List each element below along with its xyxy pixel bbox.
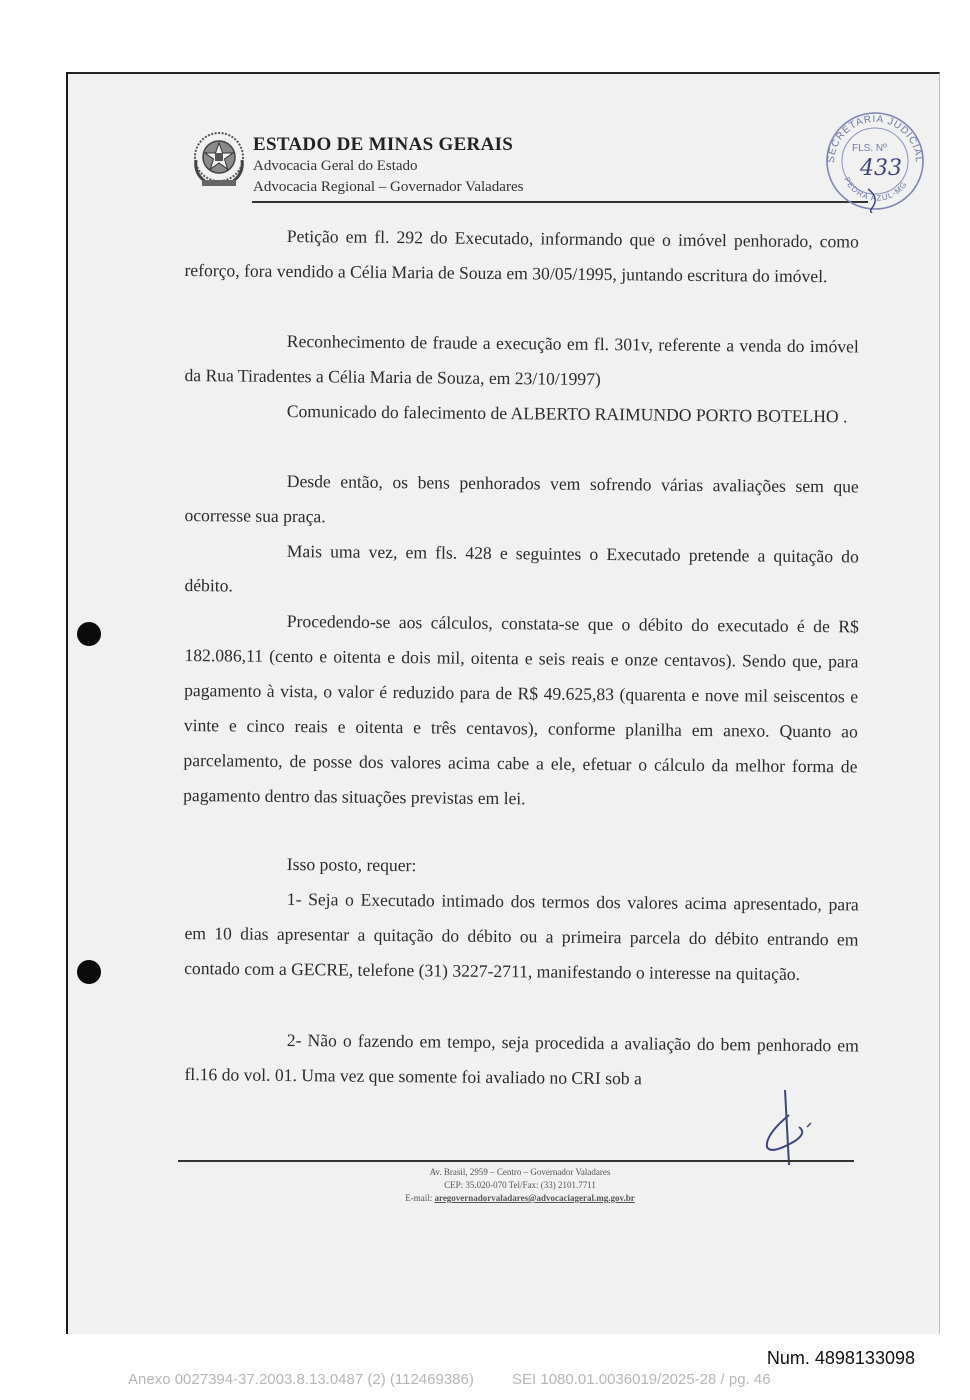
- punch-hole-bottom: [77, 960, 101, 984]
- paragraph-9: 2- Não o fazendo em tempo, seja procedida a avaliação do bem penhorado em fl.16 do vol. 01. Uma vez que somente foi avaliado no CRI sob a: [184, 1029, 859, 1089]
- paragraph-4: Desde então, os bens penhorados vem sofrendo várias avaliações sem que ocorresse sua praça.: [184, 470, 859, 527]
- header-regional: Advocacia Regional – Governador Valadares: [253, 179, 524, 195]
- header-agency: Advocacia Geral do Estado: [253, 158, 418, 174]
- document-number: Num. 4898133098: [766, 1348, 915, 1368]
- signature: [755, 1085, 825, 1170]
- annex-reference: Anexo 0027394-37.2003.8.13.0487 (2) (112469386): [128, 1371, 474, 1388]
- stamp-ring-text: SECRETARIA JUDICIAL: [825, 113, 925, 164]
- stamp-number: 433: [860, 156, 902, 181]
- paragraph-7: Isso posto, requer:: [286, 853, 417, 876]
- sei-reference: SEI 1080.01.0036019/2025-28 / pg. 46: [512, 1371, 771, 1388]
- punch-hole-top: [77, 622, 101, 646]
- paragraph-3: Comunicado do falecimento de ALBERTO RAIMUNDO PORTO BOTELHO .: [286, 400, 848, 427]
- paragraph-6: Procedendo-se aos cálculos, constata-se que o débito do executado é de R$ 182.086,11 (cento e oitenta e dois mil, oitenta e seis reais e onze centavos). Sendo que, para pagamento à vista, o valor é reduzido para de R$ 49.625,83 (quarenta e nove mil seiscentos e vinte e cinco reais e oitenta e três centavos), conforme planilha em anexo. Quanto ao parcelamento, de posse dos valores acima cabe a ele, efetuar o cálculo da melhor forma de pagamento dentro das situações previstas em lei.: [183, 610, 859, 809]
- paragraph-2: Reconhecimento de fraude a execução em fl. 301v, referente a venda do imóvel da Rua Tiradentes a Célia Maria de Souza, em 23/10/1997): [184, 330, 859, 389]
- footer-cep: CEP: 35.020-070 Tel/Fax: (33) 2101.7711: [444, 1180, 596, 1190]
- stamp-place: PEDRA AZUL-MG: [842, 175, 910, 203]
- court-stamp: [820, 103, 930, 213]
- header-title: ESTADO DE MINAS GERAIS: [253, 134, 514, 155]
- coat-of-arms-icon: [188, 128, 250, 190]
- paragraph-5: Mais uma vez, em fls. 428 e seguintes o Executado pretende a quitação do débito.: [184, 540, 859, 596]
- paragraph-8: 1- Seja o Executado intimado dos termos dos valores acima apresentado, para em 10 dias apresentar a quitação do débito ou a primeira parcela do débito entrando em contado com a GECRE, telefone (31) 3227-2711, manifestando o interesse na quitação.: [184, 888, 859, 984]
- header-rule: [252, 201, 868, 203]
- footer-address: Av. Brasil, 2959 – Centro – Governador Valadares: [429, 1167, 611, 1177]
- footer-email-label: E-mail:: [405, 1193, 435, 1203]
- footer-rule: [178, 1160, 854, 1162]
- footer-email-link[interactable]: aregovernadorvaladares@advocaciageral.mg.gov.br: [434, 1193, 635, 1203]
- paragraph-1: Petição em fl. 292 do Executado, informando que o imóvel penhorado, como reforço, fora vendido a Célia Maria de Souza em 30/05/1995, juntando escritura do imóvel.: [184, 225, 859, 287]
- stamp-label: FLS. Nº: [852, 143, 887, 154]
- footer-email-line: [300, 1193, 740, 1203]
- annex-footer: [128, 1371, 878, 1388]
